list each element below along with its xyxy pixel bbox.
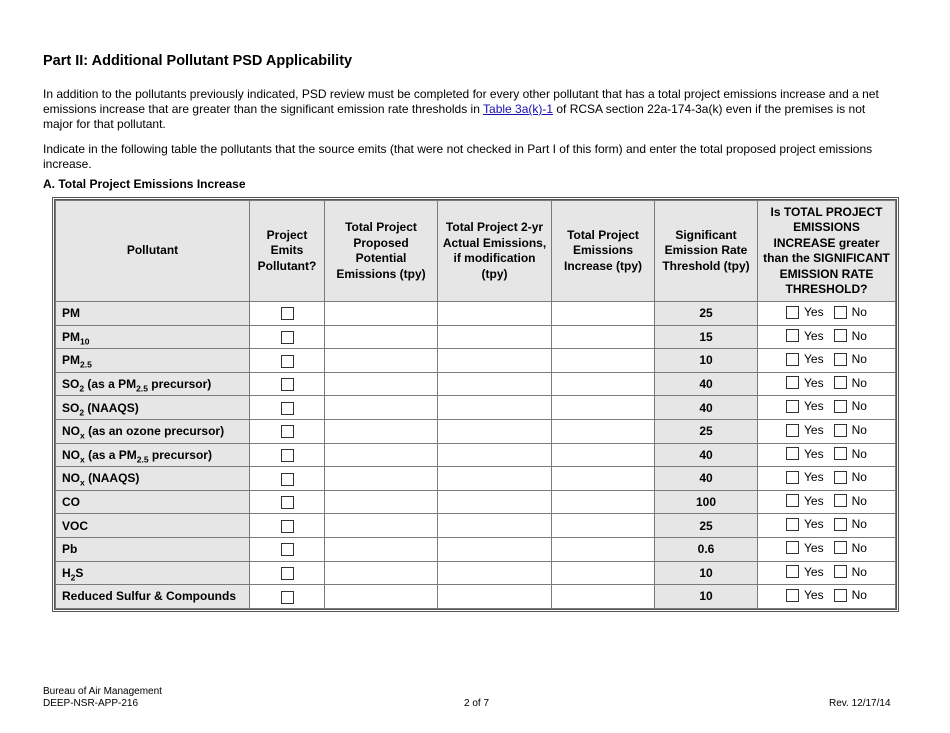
no-checkbox[interactable]: [834, 329, 847, 342]
threshold-value: 25: [655, 514, 758, 538]
emits-checkbox[interactable]: [281, 543, 294, 556]
emits-cell: [250, 537, 325, 561]
proposed-potential-input[interactable]: [325, 325, 438, 349]
pollutant-base: SO: [62, 377, 80, 392]
footer-form-id: DEEP-NSR-APP-216: [43, 698, 139, 709]
comparison-cell: [758, 490, 896, 514]
no-checkbox[interactable]: [834, 541, 847, 554]
emits-cell: [250, 467, 325, 491]
no-checkbox[interactable]: [834, 589, 847, 602]
no-label: No: [851, 493, 867, 508]
table-row: [56, 537, 896, 561]
comparison-cell: [758, 443, 896, 467]
header-actual-emissions: [438, 201, 552, 302]
pollutant-subscript-2: 2.5: [136, 454, 149, 465]
emits-cell: [250, 443, 325, 467]
header-pollutant: Pollutant: [56, 201, 250, 302]
proposed-potential-input[interactable]: [325, 396, 438, 420]
pollutant-subscript: 2: [79, 407, 85, 418]
proposed-potential-input[interactable]: [325, 561, 438, 585]
no-checkbox[interactable]: [834, 565, 847, 578]
emits-checkbox[interactable]: [281, 402, 294, 415]
table-row: [56, 490, 896, 514]
emissions-increase-input[interactable]: [552, 325, 655, 349]
table-header-row: [56, 201, 896, 302]
pollutant-name: [56, 396, 250, 420]
yes-checkbox[interactable]: [786, 400, 799, 413]
emits-checkbox[interactable]: [281, 355, 294, 368]
yes-option[interactable]: [786, 588, 824, 602]
emits-checkbox[interactable]: [281, 591, 294, 604]
threshold-value: 10: [655, 561, 758, 585]
yes-label: Yes: [804, 588, 824, 603]
proposed-potential-input[interactable]: [325, 585, 438, 609]
no-label: No: [851, 470, 867, 485]
emits-cell: [250, 514, 325, 538]
proposed-potential-input[interactable]: [325, 467, 438, 491]
comparison-cell: [758, 585, 896, 609]
actual-emissions-input[interactable]: [438, 349, 552, 373]
comparison-cell: [758, 396, 896, 420]
header-threshold: Significant Emission Rate Threshold (tpy): [655, 201, 758, 302]
emissions-increase-input[interactable]: [552, 490, 655, 514]
section-a-heading: A. Total Project Emissions Increase: [43, 177, 246, 191]
emissions-increase-input[interactable]: [552, 372, 655, 396]
comparison-cell: [758, 302, 896, 326]
table-row: [56, 419, 896, 443]
yes-checkbox[interactable]: [786, 424, 799, 437]
footer-agency: Bureau of Air Management: [43, 686, 162, 697]
emissions-increase-input[interactable]: [552, 443, 655, 467]
pollutant-suffix: (NAAQS): [84, 471, 140, 486]
emissions-increase-input[interactable]: [552, 585, 655, 609]
proposed-potential-input[interactable]: [325, 302, 438, 326]
pollutant-name: [56, 302, 250, 326]
no-label: No: [851, 588, 867, 603]
yes-checkbox[interactable]: [786, 518, 799, 531]
emissions-increase-input[interactable]: [552, 396, 655, 420]
no-option[interactable]: [834, 399, 867, 413]
pollutant-base: H: [62, 565, 71, 580]
emissions-increase-input[interactable]: [552, 302, 655, 326]
proposed-potential-input[interactable]: [325, 537, 438, 561]
pollutant-base: NO: [62, 424, 80, 439]
pollutant-subscript-2: 2.5: [136, 383, 148, 394]
instruction-paragraph: Indicate in the following table the pollutants that the source emits (that were not checked in Part I of this form) and enter the total proposed project emissions increase.: [43, 142, 873, 171]
yes-option[interactable]: [786, 470, 824, 484]
yes-label: Yes: [804, 517, 824, 532]
pollutant-base: NO: [62, 447, 80, 462]
yes-option[interactable]: [786, 399, 824, 413]
page-title: Part II: Additional Pollutant PSD Applicability: [43, 53, 353, 69]
proposed-potential-input[interactable]: [325, 514, 438, 538]
emits-cell: [250, 585, 325, 609]
table-row: [56, 302, 896, 326]
comparison-cell: [758, 514, 896, 538]
yes-checkbox[interactable]: [786, 494, 799, 507]
pollutant-suffix: (NAAQS): [84, 400, 139, 415]
no-option[interactable]: [834, 305, 867, 319]
table-body: [56, 302, 896, 609]
emissions-increase-input[interactable]: [552, 467, 655, 491]
yes-option[interactable]: [786, 517, 824, 531]
emits-checkbox[interactable]: [281, 496, 294, 509]
no-label: No: [851, 305, 867, 320]
emits-checkbox[interactable]: [281, 331, 294, 344]
no-option[interactable]: [834, 329, 867, 343]
actual-emissions-input[interactable]: [438, 302, 552, 326]
threshold-value: 15: [655, 325, 758, 349]
no-option[interactable]: [834, 588, 867, 602]
yes-checkbox[interactable]: [786, 329, 799, 342]
yes-label: Yes: [804, 540, 824, 555]
comparison-cell: [758, 349, 896, 373]
no-option[interactable]: [834, 517, 867, 531]
pollutant-name: [56, 537, 250, 561]
emissions-increase-input[interactable]: [552, 419, 655, 443]
pollutant-base: CO: [62, 495, 80, 510]
pollutant-subscript: 10: [80, 336, 90, 347]
table-row: [56, 396, 896, 420]
no-option[interactable]: [834, 470, 867, 484]
emits-cell: [250, 490, 325, 514]
pollutant-suffix: S: [75, 565, 84, 580]
no-label: No: [851, 399, 867, 414]
proposed-potential-input[interactable]: [325, 372, 438, 396]
header-actual-line2: if modification (tpy): [453, 251, 536, 281]
comparison-cell: [758, 537, 896, 561]
proposed-potential-input[interactable]: [325, 419, 438, 443]
emissions-increase-input[interactable]: [552, 537, 655, 561]
yes-option[interactable]: [786, 565, 824, 579]
pollutant-base: Pb: [62, 542, 78, 557]
yes-label: Yes: [804, 352, 824, 367]
emits-cell: [250, 396, 325, 420]
no-checkbox[interactable]: [834, 447, 847, 460]
emits-checkbox[interactable]: [281, 520, 294, 533]
pollutant-subscript: x: [80, 454, 85, 465]
pollutant-subscript: x: [80, 430, 85, 441]
footer-left: [43, 686, 162, 710]
header-comparison: Is TOTAL PROJECT EMISSIONS INCREASE greater than the SIGNIFICANT EMISSION RATE THRESHOLD?: [758, 201, 896, 302]
pollutant-base: PM: [62, 329, 80, 344]
threshold-value: 10: [655, 349, 758, 373]
table-row: [56, 467, 896, 491]
actual-emissions-input[interactable]: [438, 585, 552, 609]
pollutant-name: [56, 467, 250, 491]
yes-option[interactable]: [786, 541, 824, 555]
table-row: [56, 561, 896, 585]
table-row: [56, 514, 896, 538]
emits-checkbox[interactable]: [281, 378, 294, 391]
yes-label: Yes: [804, 470, 824, 485]
comparison-cell: [758, 325, 896, 349]
actual-emissions-input[interactable]: [438, 514, 552, 538]
emits-checkbox[interactable]: [281, 449, 294, 462]
emits-cell: [250, 349, 325, 373]
proposed-potential-input[interactable]: [325, 490, 438, 514]
intro-text-before: In addition to the pollutants previously indicated, PSD review must be completed for every other pollutant that has a total project emissions increase and a net emissions increase that are greater than the significant emission rate thresholds in: [43, 87, 879, 116]
table-row: [56, 349, 896, 373]
emissions-increase-input[interactable]: [552, 561, 655, 585]
emits-checkbox[interactable]: [281, 425, 294, 438]
yes-label: Yes: [804, 399, 824, 414]
no-label: No: [851, 564, 867, 579]
pollutant-subscript: 2: [70, 572, 76, 583]
header-project-emits: Project Emits Pollutant?: [250, 201, 325, 302]
pollutant-subscript: x: [80, 477, 85, 488]
yes-checkbox[interactable]: [786, 353, 799, 366]
emits-checkbox[interactable]: [281, 567, 294, 580]
yes-option[interactable]: [786, 423, 824, 437]
footer-page-number: 2 of 7: [464, 698, 490, 709]
comparison-cell: [758, 419, 896, 443]
no-option[interactable]: [834, 541, 867, 555]
yes-option[interactable]: [786, 329, 824, 343]
no-checkbox[interactable]: [834, 376, 847, 389]
yes-checkbox[interactable]: [786, 306, 799, 319]
pollutant-name: [56, 443, 250, 467]
pollutant-suffix-2: precursor): [148, 447, 212, 462]
yes-checkbox[interactable]: [786, 541, 799, 554]
table-3a-link[interactable]: Table 3a(k)-1: [483, 102, 554, 116]
yes-checkbox[interactable]: [786, 376, 799, 389]
threshold-value: 100: [655, 490, 758, 514]
actual-emissions-input[interactable]: [438, 325, 552, 349]
emits-checkbox[interactable]: [281, 307, 294, 320]
emits-cell: [250, 372, 325, 396]
actual-emissions-input[interactable]: [438, 490, 552, 514]
emits-cell: [250, 302, 325, 326]
no-option[interactable]: [834, 352, 867, 366]
pollutant-base: NO: [62, 471, 80, 486]
pollutant-base: PM: [62, 306, 80, 321]
no-label: No: [851, 423, 867, 438]
pollutant-name: [56, 585, 250, 609]
intro-text-after: of RCSA section 22a-174-3a(k) even if the premises is not major for that pollutant.: [43, 102, 866, 131]
table-row: [56, 443, 896, 467]
yes-option[interactable]: [786, 447, 824, 461]
table-row: [56, 325, 896, 349]
header-actual-line1: Total Project 2-yr Actual Emissions,: [442, 220, 547, 250]
yes-label: Yes: [804, 375, 824, 390]
emissions-increase-input[interactable]: [552, 349, 655, 373]
yes-option[interactable]: [786, 352, 824, 366]
comparison-cell: [758, 561, 896, 585]
threshold-value: 10: [655, 585, 758, 609]
yes-label: Yes: [804, 493, 824, 508]
pollutant-base: SO: [62, 400, 80, 415]
yes-option[interactable]: [786, 376, 824, 390]
pollutant-suffix: (as a PM: [84, 377, 137, 392]
intro-paragraph: [43, 87, 893, 132]
no-label: No: [851, 328, 867, 343]
threshold-value: 25: [655, 419, 758, 443]
yes-label: Yes: [804, 564, 824, 579]
emissions-table: [55, 200, 896, 609]
no-checkbox[interactable]: [834, 471, 847, 484]
no-checkbox[interactable]: [834, 494, 847, 507]
actual-emissions-input[interactable]: [438, 372, 552, 396]
comparison-cell: [758, 467, 896, 491]
no-option[interactable]: [834, 423, 867, 437]
pollutant-name: [56, 325, 250, 349]
pollutant-name: [56, 490, 250, 514]
no-checkbox[interactable]: [834, 518, 847, 531]
actual-emissions-input[interactable]: [438, 467, 552, 491]
no-checkbox[interactable]: [834, 400, 847, 413]
pollutant-suffix: (as a PM: [84, 447, 137, 462]
footer-revision: Rev. 12/17/14: [829, 698, 891, 709]
comparison-cell: [758, 372, 896, 396]
pollutant-name: [56, 349, 250, 373]
actual-emissions-input[interactable]: [438, 443, 552, 467]
table-row: [56, 585, 896, 609]
emissions-increase-input[interactable]: [552, 514, 655, 538]
yes-checkbox[interactable]: [786, 589, 799, 602]
emits-cell: [250, 419, 325, 443]
yes-label: Yes: [804, 446, 824, 461]
no-checkbox[interactable]: [834, 424, 847, 437]
yes-label: Yes: [804, 305, 824, 320]
pollutant-name: [56, 372, 250, 396]
actual-emissions-input[interactable]: [438, 419, 552, 443]
pollutant-subscript: 2: [79, 383, 85, 394]
pollutant-name: [56, 514, 250, 538]
header-emissions-increase: Total Project Emissions Increase (tpy): [552, 201, 655, 302]
yes-option[interactable]: [786, 305, 824, 319]
threshold-value: 40: [655, 443, 758, 467]
no-option[interactable]: [834, 376, 867, 390]
pollutant-base: Reduced Sulfur & Compounds: [62, 589, 236, 604]
pollutant-base: PM: [62, 353, 80, 368]
actual-emissions-input[interactable]: [438, 396, 552, 420]
no-option[interactable]: [834, 447, 867, 461]
no-option[interactable]: [834, 494, 867, 508]
emits-checkbox[interactable]: [281, 473, 294, 486]
pollutant-name: [56, 419, 250, 443]
pollutant-name: [56, 561, 250, 585]
no-label: No: [851, 517, 867, 532]
table-row: [56, 372, 896, 396]
threshold-value: 40: [655, 396, 758, 420]
emits-cell: [250, 325, 325, 349]
no-label: No: [851, 540, 867, 555]
proposed-potential-input[interactable]: [325, 349, 438, 373]
no-checkbox[interactable]: [834, 353, 847, 366]
yes-label: Yes: [804, 328, 824, 343]
emissions-table-frame: [52, 197, 899, 612]
header-proposed-potential: Total Project Proposed Potential Emissions (tpy): [325, 201, 438, 302]
actual-emissions-input[interactable]: [438, 561, 552, 585]
pollutant-subscript: 2.5: [80, 359, 92, 370]
pollutant-suffix: (as an ozone precursor): [84, 424, 225, 439]
emits-cell: [250, 561, 325, 585]
no-label: No: [851, 352, 867, 367]
pollutant-suffix-2: precursor): [147, 377, 212, 392]
threshold-value: 25: [655, 302, 758, 326]
no-option[interactable]: [834, 565, 867, 579]
no-checkbox[interactable]: [834, 306, 847, 319]
yes-checkbox[interactable]: [786, 447, 799, 460]
yes-checkbox[interactable]: [786, 565, 799, 578]
pollutant-base: VOC: [62, 518, 89, 533]
threshold-value: 0.6: [655, 537, 758, 561]
threshold-value: 40: [655, 372, 758, 396]
proposed-potential-input[interactable]: [325, 443, 438, 467]
threshold-value: 40: [655, 467, 758, 491]
yes-checkbox[interactable]: [786, 471, 799, 484]
no-label: No: [851, 375, 867, 390]
yes-label: Yes: [804, 423, 824, 438]
yes-option[interactable]: [786, 494, 824, 508]
no-label: No: [851, 446, 867, 461]
actual-emissions-input[interactable]: [438, 537, 552, 561]
